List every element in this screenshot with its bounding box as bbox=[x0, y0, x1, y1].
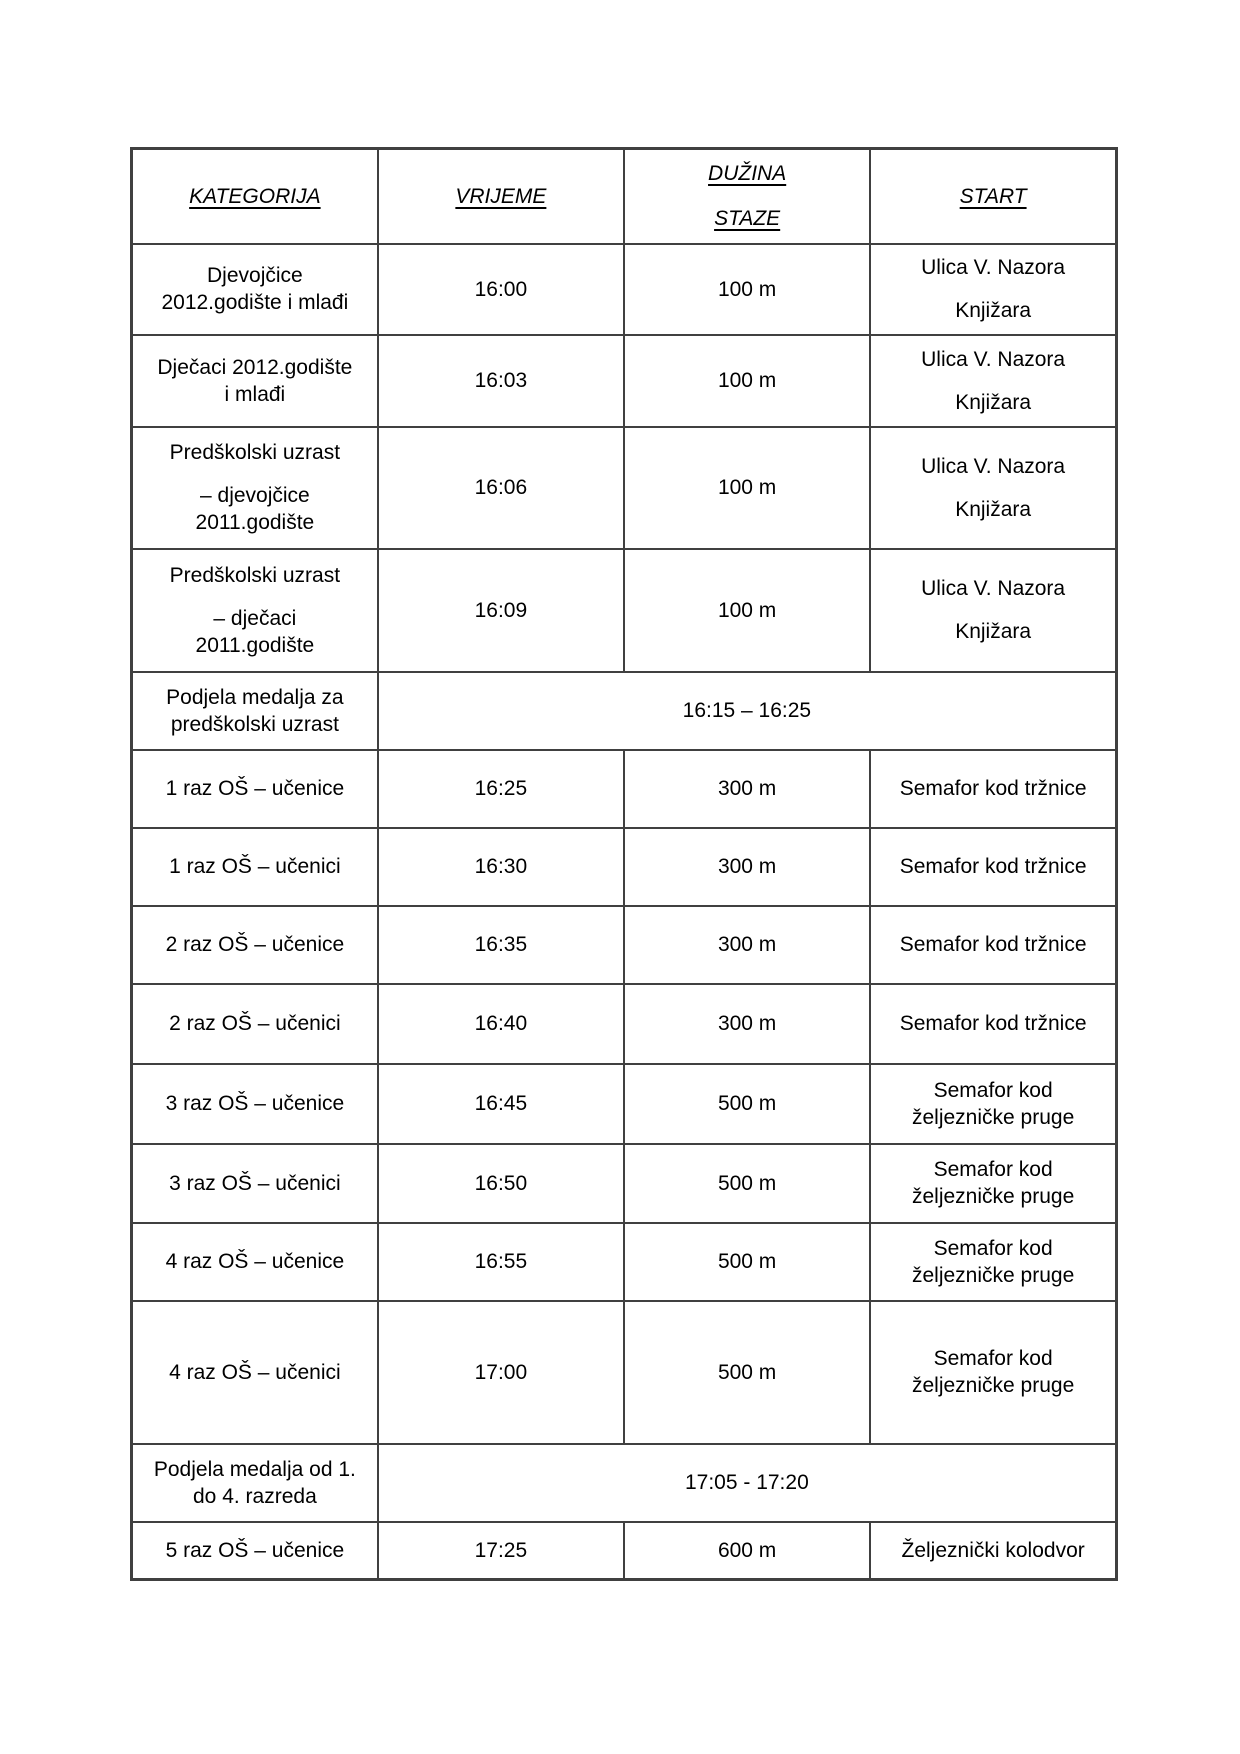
text-line bbox=[877, 618, 1109, 645]
paragraph bbox=[139, 1010, 371, 1037]
paragraph bbox=[139, 1090, 371, 1117]
table-cell bbox=[870, 906, 1116, 984]
table-cell bbox=[378, 549, 624, 672]
paragraph bbox=[877, 1156, 1109, 1210]
paragraph bbox=[877, 618, 1109, 645]
text-line bbox=[877, 346, 1109, 373]
table-cell bbox=[378, 906, 624, 984]
paragraph bbox=[877, 1537, 1109, 1564]
table-cell bbox=[870, 984, 1116, 1064]
paragraph bbox=[385, 853, 617, 880]
table-cell bbox=[624, 1144, 870, 1223]
text-line bbox=[139, 289, 371, 316]
cell-text: Semafor kod bbox=[933, 1236, 1053, 1260]
text-line bbox=[139, 1359, 371, 1386]
cell-text: 500 m bbox=[717, 1092, 777, 1115]
cell-text: 4 raz OŠ – učenici bbox=[169, 1360, 341, 1384]
table-cell bbox=[624, 1064, 870, 1144]
paragraph bbox=[139, 1170, 371, 1197]
text-line bbox=[877, 1010, 1109, 1037]
table-cell bbox=[870, 750, 1116, 828]
cell-text: 17:00 bbox=[474, 1360, 528, 1384]
text-line bbox=[139, 439, 371, 466]
cell-text: 500 m bbox=[717, 1171, 777, 1195]
cell-text: 17:05 - 17:20 bbox=[684, 1471, 809, 1494]
table-cell bbox=[624, 335, 870, 427]
paragraph bbox=[877, 853, 1109, 880]
table-cell bbox=[378, 828, 624, 906]
text-line bbox=[139, 684, 371, 711]
text-line bbox=[139, 1170, 371, 1197]
cell-text: 2011.godište bbox=[195, 633, 315, 657]
table-cell bbox=[132, 906, 378, 984]
table-row bbox=[132, 1522, 1117, 1580]
cell-text: Semafor kod bbox=[933, 1347, 1053, 1370]
text-line bbox=[385, 1090, 617, 1117]
table-cell bbox=[624, 984, 870, 1064]
cell-text: 16:40 bbox=[474, 1012, 528, 1035]
text-line bbox=[385, 853, 617, 880]
text-line bbox=[877, 1156, 1109, 1183]
cell-text: Ulica V. Nazora bbox=[921, 577, 1066, 600]
text-line bbox=[385, 474, 617, 501]
table-cell bbox=[132, 1444, 378, 1522]
text-line bbox=[877, 1077, 1109, 1104]
cell-text: Ulica V. Nazora bbox=[921, 454, 1066, 478]
paragraph bbox=[631, 474, 863, 501]
paragraph bbox=[385, 1010, 617, 1037]
table-cell bbox=[132, 1223, 378, 1301]
cell-text: željezničke pruge bbox=[911, 1185, 1075, 1208]
text-line bbox=[385, 183, 617, 210]
text-line bbox=[385, 697, 1109, 724]
header-label: KATEGORIJA bbox=[189, 184, 321, 208]
table-row bbox=[132, 1301, 1117, 1444]
cell-text: 100 m bbox=[717, 598, 777, 622]
paragraph bbox=[139, 1248, 371, 1275]
cell-text: 3 raz OŠ – učenice bbox=[165, 1092, 345, 1115]
paragraph bbox=[631, 1537, 863, 1564]
cell-text: Željeznički kolodvor bbox=[901, 1538, 1085, 1562]
table-cell bbox=[624, 549, 870, 672]
cell-text: 2011.godište bbox=[195, 511, 315, 534]
text-line bbox=[631, 775, 863, 802]
cell-text: 100 m bbox=[717, 277, 777, 301]
table-cell bbox=[378, 1301, 624, 1444]
paragraph bbox=[877, 775, 1109, 802]
paragraph bbox=[385, 597, 617, 624]
table-row bbox=[132, 828, 1117, 906]
text-line bbox=[139, 1537, 371, 1564]
cell-text: 1 raz OŠ – učenici bbox=[169, 855, 341, 878]
cell-text: Semafor kod tržnice bbox=[899, 855, 1087, 878]
table-cell bbox=[132, 427, 378, 549]
paragraph bbox=[385, 276, 617, 303]
paragraph bbox=[139, 439, 371, 466]
table-cell bbox=[378, 1444, 1117, 1522]
text-line bbox=[139, 632, 371, 659]
table-row bbox=[132, 335, 1117, 427]
table-cell bbox=[132, 1522, 378, 1580]
cell-text: 16:30 bbox=[474, 855, 528, 878]
table-cell bbox=[132, 1064, 378, 1144]
text-line bbox=[139, 1248, 371, 1275]
text-line bbox=[385, 597, 617, 624]
text-line bbox=[139, 775, 371, 802]
cell-text: 16:06 bbox=[474, 476, 528, 499]
paragraph bbox=[139, 1359, 371, 1386]
cell-text: 16:35 bbox=[474, 933, 528, 956]
paragraph bbox=[631, 276, 863, 303]
paragraph bbox=[385, 697, 1109, 724]
header-cell bbox=[132, 149, 378, 244]
paragraph bbox=[385, 183, 617, 210]
text-line bbox=[385, 1469, 1109, 1496]
table-cell bbox=[624, 906, 870, 984]
cell-text: 16:25 bbox=[474, 777, 528, 800]
cell-text: 100 m bbox=[717, 476, 777, 499]
cell-text: Semafor kod tržnice bbox=[899, 1012, 1087, 1035]
cell-text: željezničke pruge bbox=[911, 1263, 1075, 1287]
text-line bbox=[877, 931, 1109, 958]
header-label: VRIJEME bbox=[455, 184, 547, 208]
text-line bbox=[385, 1170, 617, 1197]
paragraph bbox=[877, 1235, 1109, 1289]
text-line bbox=[877, 389, 1109, 416]
table-cell bbox=[378, 1522, 624, 1580]
table-row bbox=[132, 906, 1117, 984]
text-line bbox=[877, 1235, 1109, 1262]
paragraph bbox=[139, 1537, 371, 1564]
cell-text: 2 raz OŠ – učenice bbox=[165, 933, 345, 956]
table-body bbox=[132, 244, 1117, 1580]
cell-text: Ulica V. Nazora bbox=[921, 347, 1066, 371]
paragraph bbox=[877, 1077, 1109, 1131]
text-line bbox=[139, 354, 371, 381]
table-cell bbox=[378, 244, 624, 335]
text-line bbox=[385, 1359, 617, 1386]
cell-text: 16:03 bbox=[474, 369, 528, 392]
paragraph bbox=[631, 1248, 863, 1275]
paragraph bbox=[631, 1170, 863, 1197]
cell-text: 300 m bbox=[717, 777, 777, 800]
table-row bbox=[132, 244, 1117, 335]
text-line bbox=[877, 496, 1109, 523]
text-line bbox=[877, 1372, 1109, 1399]
cell-text: do 4. razreda bbox=[193, 1484, 317, 1508]
cell-text: 1 raz OŠ – učenice bbox=[165, 777, 345, 800]
cell-text: 100 m bbox=[717, 369, 777, 392]
text-line bbox=[631, 1010, 863, 1037]
paragraph bbox=[139, 931, 371, 958]
header-label: START bbox=[959, 184, 1027, 208]
text-line bbox=[139, 853, 371, 880]
cell-text: Semafor kod bbox=[933, 1078, 1053, 1102]
paragraph bbox=[631, 1010, 863, 1037]
text-line bbox=[877, 853, 1109, 880]
cell-text: 16:09 bbox=[474, 598, 528, 622]
cell-text: 2 raz OŠ – učenici bbox=[169, 1012, 341, 1035]
text-line bbox=[139, 1456, 371, 1483]
text-line bbox=[631, 367, 863, 394]
table-cell bbox=[132, 672, 378, 750]
text-line bbox=[877, 297, 1109, 324]
cell-text: Dječaci 2012.godište bbox=[157, 355, 353, 379]
cell-text: željezničke pruge bbox=[911, 1374, 1075, 1397]
cell-text: Predškolski uzrast bbox=[169, 441, 341, 464]
text-line bbox=[631, 474, 863, 501]
text-line bbox=[877, 1345, 1109, 1372]
table-cell bbox=[378, 427, 624, 549]
paragraph bbox=[631, 931, 863, 958]
paragraph bbox=[385, 1090, 617, 1117]
paragraph bbox=[877, 453, 1109, 480]
text-line bbox=[877, 1537, 1109, 1564]
table-cell bbox=[378, 1144, 624, 1223]
cell-text: 5 raz OŠ – učenice bbox=[165, 1538, 345, 1562]
table-row bbox=[132, 1064, 1117, 1144]
text-line bbox=[631, 1248, 863, 1275]
cell-text: 17:25 bbox=[474, 1538, 528, 1562]
text-line bbox=[631, 1537, 863, 1564]
paragraph bbox=[877, 1010, 1109, 1037]
header-cell bbox=[624, 149, 870, 244]
table-cell bbox=[624, 1301, 870, 1444]
cell-text: Knjižara bbox=[955, 390, 1032, 414]
cell-text: 3 raz OŠ – učenici bbox=[169, 1171, 341, 1195]
table-cell bbox=[132, 335, 378, 427]
cell-text: 500 m bbox=[717, 1360, 777, 1384]
paragraph bbox=[385, 1469, 1109, 1496]
text-line bbox=[385, 276, 617, 303]
table-cell bbox=[132, 244, 378, 335]
table-row bbox=[132, 1444, 1117, 1522]
text-line bbox=[385, 1010, 617, 1037]
table-cell bbox=[870, 1522, 1116, 1580]
text-line bbox=[139, 931, 371, 958]
table-row bbox=[132, 427, 1117, 549]
paragraph bbox=[139, 183, 371, 210]
cell-text: Podjela medalja od 1. bbox=[153, 1457, 356, 1481]
text-line bbox=[385, 931, 617, 958]
paragraph bbox=[139, 262, 371, 316]
cell-text: 16:15 – 16:25 bbox=[682, 699, 812, 722]
cell-text: 2012.godište i mlađi bbox=[161, 291, 349, 314]
text-line bbox=[877, 453, 1109, 480]
table-cell bbox=[624, 750, 870, 828]
table-cell bbox=[378, 1223, 624, 1301]
text-line bbox=[385, 1248, 617, 1275]
text-line bbox=[631, 597, 863, 624]
paragraph bbox=[877, 575, 1109, 602]
text-line bbox=[139, 381, 371, 408]
text-line bbox=[877, 575, 1109, 602]
table-cell bbox=[624, 1522, 870, 1580]
paragraph bbox=[139, 853, 371, 880]
text-line bbox=[877, 1183, 1109, 1210]
table-row bbox=[132, 1144, 1117, 1223]
cell-text: 500 m bbox=[717, 1250, 777, 1273]
paragraph bbox=[385, 1537, 617, 1564]
cell-text: Semafor kod tržnice bbox=[899, 933, 1087, 956]
cell-text: Semafor kod bbox=[933, 1158, 1053, 1181]
table-cell bbox=[132, 750, 378, 828]
text-line bbox=[877, 1262, 1109, 1289]
text-line bbox=[631, 931, 863, 958]
paragraph bbox=[631, 367, 863, 394]
header-cell bbox=[870, 149, 1116, 244]
text-line bbox=[877, 183, 1109, 210]
table-cell bbox=[870, 828, 1116, 906]
text-line bbox=[877, 254, 1109, 281]
table-cell bbox=[870, 244, 1116, 335]
text-line bbox=[139, 509, 371, 536]
paragraph bbox=[385, 775, 617, 802]
paragraph bbox=[385, 1359, 617, 1386]
cell-text: – djevojčice bbox=[200, 484, 310, 507]
paragraph bbox=[631, 160, 863, 232]
text-line bbox=[877, 1104, 1109, 1131]
paragraph bbox=[385, 1170, 617, 1197]
cell-text: 16:50 bbox=[474, 1171, 528, 1195]
text-line bbox=[139, 1010, 371, 1037]
text-line bbox=[139, 482, 371, 509]
table-cell bbox=[870, 549, 1116, 672]
cell-text: Djevojčice bbox=[207, 264, 303, 287]
cell-text: Ulica V. Nazora bbox=[921, 256, 1066, 279]
header-row bbox=[132, 149, 1117, 244]
text-line bbox=[139, 262, 371, 289]
table-row bbox=[132, 672, 1117, 750]
table-cell bbox=[870, 335, 1116, 427]
table-cell bbox=[870, 1064, 1116, 1144]
text-line bbox=[631, 205, 863, 232]
cell-text: Podjela medalja za bbox=[166, 685, 344, 709]
schedule-table bbox=[130, 147, 1118, 1581]
cell-text: 16:55 bbox=[474, 1250, 528, 1273]
header-label: STAZE bbox=[714, 207, 781, 231]
text-line bbox=[631, 1170, 863, 1197]
paragraph bbox=[877, 1345, 1109, 1399]
text-line bbox=[139, 562, 371, 589]
paragraph bbox=[385, 931, 617, 958]
paragraph bbox=[139, 775, 371, 802]
table-cell bbox=[624, 244, 870, 335]
cell-text: 4 raz OŠ – učenice bbox=[165, 1250, 345, 1273]
paragraph bbox=[385, 474, 617, 501]
paragraph bbox=[139, 562, 371, 589]
table-cell bbox=[378, 672, 1117, 750]
paragraph bbox=[139, 684, 371, 738]
text-line bbox=[631, 1090, 863, 1117]
text-line bbox=[631, 276, 863, 303]
paragraph bbox=[631, 1359, 863, 1386]
paragraph bbox=[139, 1456, 371, 1510]
cell-text: 300 m bbox=[717, 1012, 777, 1035]
cell-text: 16:00 bbox=[474, 277, 528, 301]
paragraph bbox=[631, 775, 863, 802]
text-line bbox=[631, 160, 863, 187]
header-cell bbox=[378, 149, 624, 244]
header-label: DUŽINA bbox=[708, 162, 787, 186]
table-cell bbox=[870, 427, 1116, 549]
table-cell bbox=[624, 828, 870, 906]
paragraph bbox=[631, 853, 863, 880]
cell-text: Knjižara bbox=[955, 299, 1032, 322]
table-row bbox=[132, 549, 1117, 672]
cell-text: Knjižara bbox=[955, 620, 1032, 643]
paragraph bbox=[385, 367, 617, 394]
table-cell bbox=[132, 549, 378, 672]
paragraph bbox=[631, 1090, 863, 1117]
text-line bbox=[139, 711, 371, 738]
text-line bbox=[385, 367, 617, 394]
text-line bbox=[631, 853, 863, 880]
table-cell bbox=[624, 427, 870, 549]
paragraph bbox=[877, 254, 1109, 281]
cell-text: 300 m bbox=[717, 855, 777, 878]
text-line bbox=[385, 775, 617, 802]
text-line bbox=[877, 775, 1109, 802]
table-header bbox=[132, 149, 1117, 244]
table-cell bbox=[132, 984, 378, 1064]
paragraph bbox=[877, 346, 1109, 373]
cell-text: – dječaci bbox=[213, 606, 297, 630]
table-cell bbox=[378, 984, 624, 1064]
text-line bbox=[139, 1483, 371, 1510]
paragraph bbox=[139, 354, 371, 408]
table-cell bbox=[132, 1301, 378, 1444]
paragraph bbox=[385, 1248, 617, 1275]
text-line bbox=[139, 1090, 371, 1117]
paragraph bbox=[877, 496, 1109, 523]
paragraph bbox=[877, 931, 1109, 958]
table-cell bbox=[132, 1144, 378, 1223]
table-cell bbox=[378, 750, 624, 828]
paragraph bbox=[139, 605, 371, 659]
cell-text: i mlađi bbox=[224, 382, 286, 406]
table-cell bbox=[378, 335, 624, 427]
paragraph bbox=[877, 297, 1109, 324]
text-line bbox=[139, 605, 371, 632]
cell-text: željezničke pruge bbox=[911, 1105, 1075, 1129]
text-line bbox=[139, 183, 371, 210]
cell-text: 300 m bbox=[717, 933, 777, 956]
paragraph bbox=[877, 389, 1109, 416]
table-row bbox=[132, 1223, 1117, 1301]
paragraph bbox=[631, 597, 863, 624]
table-cell bbox=[870, 1144, 1116, 1223]
cell-text: Semafor kod tržnice bbox=[899, 777, 1087, 800]
table-cell bbox=[870, 1223, 1116, 1301]
cell-text: Predškolski uzrast bbox=[169, 563, 341, 587]
text-line bbox=[631, 1359, 863, 1386]
table-cell bbox=[624, 1223, 870, 1301]
paragraph bbox=[139, 482, 371, 536]
text-line bbox=[385, 1537, 617, 1564]
cell-text: 600 m bbox=[717, 1538, 777, 1562]
table-row bbox=[132, 750, 1117, 828]
cell-text: Knjižara bbox=[955, 497, 1032, 521]
cell-text: 16:45 bbox=[474, 1092, 528, 1115]
paragraph bbox=[877, 183, 1109, 210]
table-row bbox=[132, 984, 1117, 1064]
table-cell bbox=[870, 1301, 1116, 1444]
cell-text: predškolski uzrast bbox=[170, 712, 339, 736]
table-cell bbox=[378, 1064, 624, 1144]
table-cell bbox=[132, 828, 378, 906]
